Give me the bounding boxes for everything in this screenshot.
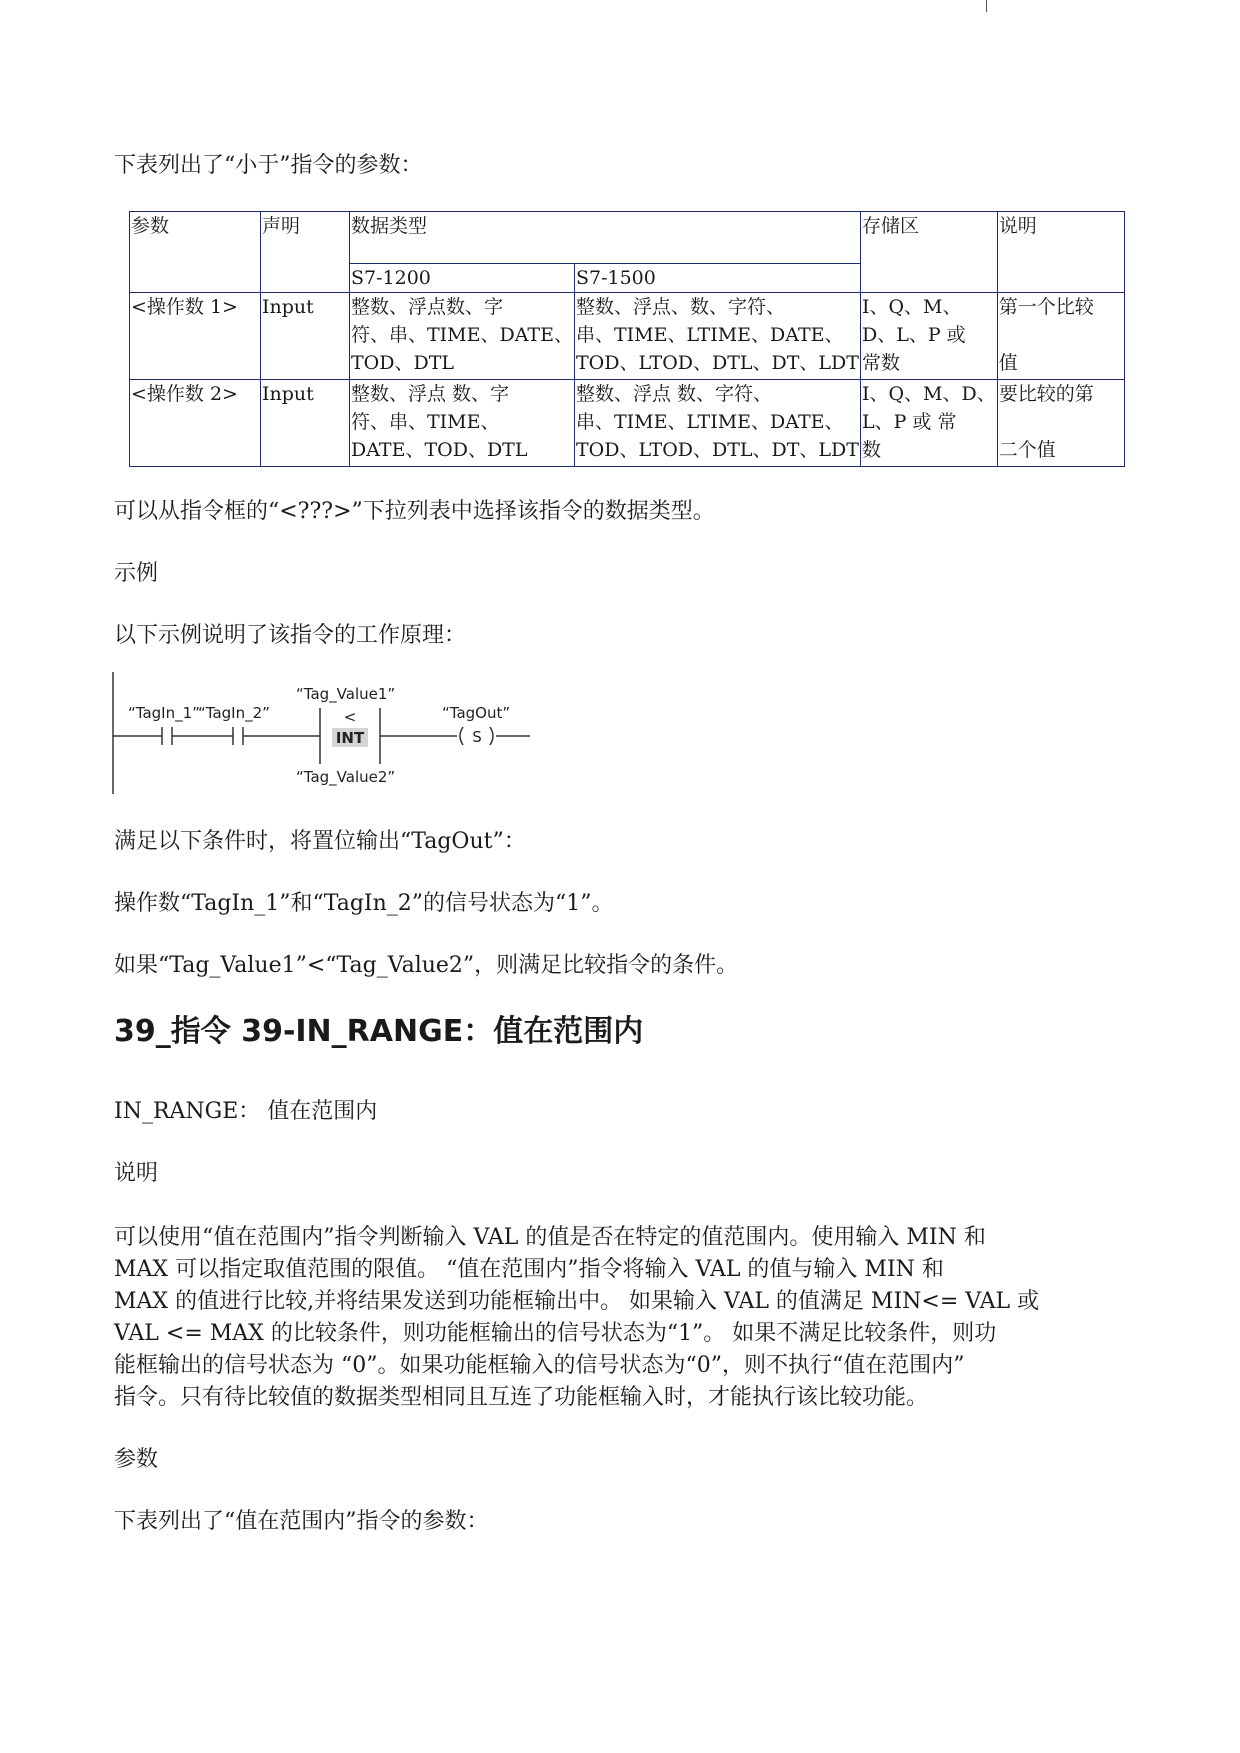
row2-storage bbox=[860, 380, 997, 467]
contact-2-label: “TagIn_2” bbox=[198, 704, 270, 722]
description-line: 指令。只有待比较值的数据类型相同且互连了功能框输入时，才能执行该比较功能。 bbox=[114, 1385, 929, 1410]
coil-letter: S bbox=[472, 728, 482, 746]
cell-line: 串、TIME、LTIME、DATE、 bbox=[575, 324, 844, 346]
header-s7-1200: S7-1200 bbox=[350, 264, 575, 293]
in-range-params-intro: 下表列出了“值在范围内”指令的参数： bbox=[114, 1509, 489, 1534]
row2-description bbox=[997, 380, 1124, 467]
cell-line: I、Q、M、 bbox=[861, 296, 962, 318]
cell-line: 常数 bbox=[861, 352, 900, 374]
contact-1 bbox=[162, 727, 172, 745]
header-declaration: 声明 bbox=[261, 212, 350, 293]
row2-s7-1200 bbox=[350, 380, 575, 467]
description-line: 能框输出的信号状态为 “0”。如果功能框输入的信号状态为“0”，则不执行“值在范围内” bbox=[114, 1353, 965, 1378]
description-line: MAX 的值进行比较,并将结果发送到功能框输出中。 如果输入 VAL 的值满足 MIN<= VAL 或 bbox=[114, 1289, 1040, 1314]
select-datatype-note: 可以从指令框的“<???>”下拉列表中选择该指令的数据类型。 bbox=[114, 499, 715, 524]
table-header-row bbox=[130, 212, 1125, 264]
cell-line: 值 bbox=[998, 352, 1018, 374]
header-param: 参数 bbox=[130, 212, 261, 293]
cell-line: L、P 或 常 bbox=[861, 411, 957, 433]
cell-line: 二个值 bbox=[998, 439, 1056, 461]
compare-symbol: < bbox=[343, 708, 357, 726]
cell-line: D、L、P 或 bbox=[861, 324, 966, 346]
condition-intro: 满足以下条件时，将置位输出“TagOut”： bbox=[114, 829, 526, 854]
row1-storage bbox=[860, 293, 997, 380]
cell-line: 数 bbox=[861, 439, 881, 461]
in-range-name: IN_RANGE： 值在范围内 bbox=[114, 1099, 378, 1124]
cell-line: 整数、浮点、数、字符、 bbox=[575, 296, 785, 318]
row1-s7-1200 bbox=[350, 293, 575, 380]
cell-line: 串、TIME、LTIME、DATE、 bbox=[575, 411, 844, 433]
cell-line: 要比较的第 bbox=[998, 383, 1094, 405]
contact-1-label: “TagIn_1” bbox=[128, 704, 200, 722]
description-heading: 说明 bbox=[114, 1161, 159, 1186]
header-storage: 存储区 bbox=[860, 212, 997, 293]
table-row bbox=[130, 293, 1125, 380]
header-datatype: 数据类型 bbox=[350, 212, 861, 264]
table-row bbox=[130, 380, 1125, 467]
cell-line: TOD、LTOD、DTL、DT、LDT bbox=[575, 439, 859, 461]
header-description: 说明 bbox=[997, 212, 1124, 293]
description-line: MAX 可以指定取值范围的限值。 “值在范围内”指令将输入 VAL 的值与输入 MIN 和 bbox=[114, 1257, 944, 1282]
ladder-diagram bbox=[112, 672, 542, 800]
row1-declaration: Input bbox=[261, 293, 350, 380]
parameters-heading: 参数 bbox=[114, 1447, 159, 1472]
description-line: 可以使用“值在范围内”指令判断输入 VAL 的值是否在特定的值范围内。使用输入 MIN 和 bbox=[114, 1225, 986, 1250]
value2-label: “Tag_Value2” bbox=[296, 768, 396, 786]
cell-line: 整数、浮点 数、字 bbox=[351, 383, 510, 405]
cell-line: 整数、浮点 数、字符、 bbox=[575, 383, 773, 405]
output-label: “TagOut” bbox=[442, 704, 511, 722]
header-s7-1500: S7-1500 bbox=[574, 264, 860, 293]
cell-line: 符、串、TIME、 bbox=[351, 411, 500, 433]
row1-description bbox=[997, 293, 1124, 380]
cell-line: TOD、DTL bbox=[351, 352, 455, 374]
row2-declaration: Input bbox=[261, 380, 350, 467]
cell-line: 第一个比较 bbox=[998, 296, 1094, 318]
lt-parameter-table bbox=[129, 211, 1125, 467]
cell-line: DATE、TOD、DTL bbox=[351, 439, 528, 461]
example-heading: 示例 bbox=[114, 561, 159, 586]
condition-1: 操作数“TagIn_1”和“TagIn_2”的信号状态为“1”。 bbox=[114, 891, 614, 916]
section-title: 39_指令 39-IN_RANGE：值在范围内 bbox=[114, 1014, 644, 1049]
compare-type: INT bbox=[335, 729, 365, 747]
page-edge-mark bbox=[986, 0, 987, 12]
cell-line bbox=[999, 321, 1123, 349]
value1-label: “Tag_Value1” bbox=[296, 685, 396, 703]
row1-s7-1500 bbox=[574, 293, 860, 380]
cell-line: I、Q、M、D、 bbox=[861, 383, 996, 405]
cell-line: 整数、浮点数、字 bbox=[351, 296, 504, 318]
description-line: VAL <= MAX 的比较条件，则功能框输出的信号状态为“1”。 如果不满足比较条件，则功 bbox=[114, 1321, 997, 1346]
contact-2 bbox=[233, 727, 243, 745]
description-paragraph bbox=[114, 1222, 1134, 1414]
condition-2: 如果“Tag_Value1”<“Tag_Value2”，则满足比较指令的条件。 bbox=[114, 953, 739, 978]
cell-line: TOD、LTOD、DTL、DT、LDT bbox=[575, 352, 859, 374]
example-intro: 以下示例说明了该指令的工作原理： bbox=[114, 623, 467, 648]
lt-table-intro: 下表列出了“小于”指令的参数： bbox=[114, 153, 423, 178]
row2-param: <操作数 2> bbox=[130, 380, 261, 467]
row2-s7-1500 bbox=[574, 380, 860, 467]
cell-line bbox=[999, 408, 1123, 436]
row1-param: <操作数 1> bbox=[130, 293, 261, 380]
cell-line: 符、串、TIME、DATE、 bbox=[351, 324, 573, 346]
